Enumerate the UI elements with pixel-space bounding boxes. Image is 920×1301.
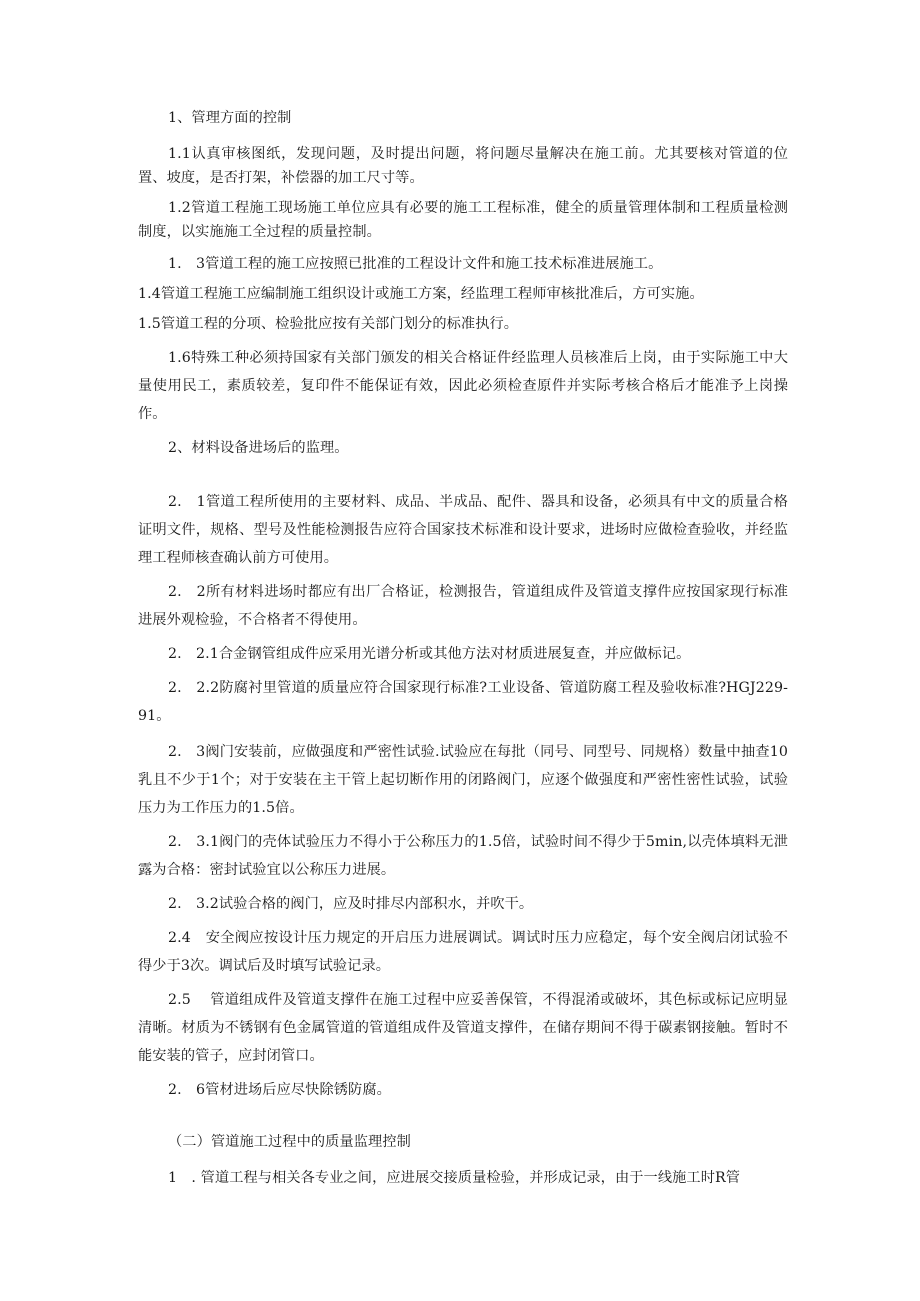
section-heading-management: 1、管理方面的控制 [168,110,292,126]
paragraph-2-3: 2. 3阀门安装前，应做强度和严密性试验.试验应在每批（同号、同型号、同规格）数量中抽查10乳且不少于1个；对于安装在主干管上起切断作用的闭路阀门，应逐个做强度和严密性密性试验，试验压力为工作压力的1.5倍。 [138,744,788,816]
paragraph-2-3-2: 2. 3.2试验合格的阀门，应及时排尽内部积水，并吹干。 [168,896,534,912]
section-heading-construction-control: （二）管道施工过程中的质量监理控制 [168,1134,411,1150]
paragraph-1-2: 1.2管道工程施工现场施工单位应具有必要的施工工程标准，健全的质量管理体制和工程质量检测制度，以实施施工全过程的质量控制。 [138,200,788,240]
paragraph-2-2: 2. 2所有材料进场时都应有出厂合格证，检测报告，管道组成件及管道支撑件应按国家现行标准进展外观检验，不合格者不得使用。 [138,584,788,628]
paragraph-1-5: 1.5管道工程的分项、检验批应按有关部门划分的标准执行。 [138,316,519,332]
paragraph-2-2-2: 2. 2.2防腐衬里管道的质量应符合国家现行标准?工业设备、管道防腐工程及验收标准?HGJ229-91。 [138,680,788,724]
paragraph-2-5: 2.5 管道组成件及管道支撑件在施工过程中应妥善保管，不得混淆或破坏，其色标或标记应明显清晰。材质为不锈钢有色金属管道的管道组成件及管道支撑件，在储存期间不得于碳素钢接触。暂时不能安装的管子，应封闭管口。 [138,992,788,1064]
paragraph-2-6: 2. 6管材进场后应尽快除锈防腐。 [168,1082,391,1098]
paragraph-2-2-1: 2. 2.1合金钢管组成件应采用光谱分析或其他方法对材质进展复查，并应做标记。 [168,646,691,662]
paragraph-2-3-1: 2. 3.1阀门的壳体试验压力不得小于公称压力的1.5倍，试验时间不得少于5min,以壳体填料无泄露为合格：密封试验宜以公称压力进展。 [138,834,788,878]
paragraph-2-1: 2. 1管道工程所使用的主要材料、成品、半成品、配件、器具和设备，必须具有中文的质量合格证明文件，规格、型号及性能检测报告应符合国家技术标准和设计要求，进场时应做检查验收，并经监理工程师核查确认前方可使用。 [138,494,788,566]
paragraph-1-3: 1. 3管道工程的施工应按照已批准的工程设计文件和施工技术标准进展施工。 [168,256,663,272]
section-heading-materials: 2、材料设备进场后的监理。 [168,440,349,456]
paragraph-1-4: 1.4管道工程施工应编制施工组织设计或施工方案，经监理工程师审核批准后，方可实施。 [138,286,704,302]
paragraph-1-1: 1.1认真审核图纸，发现问题，及时提出问题，将问题尽量解决在施工前。尤其要核对管道的位置、坡度，是否打架，补偿器的加工尺寸等。 [138,146,788,186]
paragraph-two-1: 1 . 管道工程与相关各专业之间，应进展交接质量检验，并形成记录，由于一线施工时R管 [168,1170,741,1186]
paragraph-2-4: 2.4 安全阀应按设计压力规定的开启压力进展调试。调试时压力应稳定，每个安全阀启闭试验不得少于3次。调试后及时填写试验记录。 [138,930,788,974]
document-body [138,106,788,1190]
paragraph-1-6: 1.6特殊工种必须持国家有关部门颁发的相关合格证件经监理人员核准后上岗，由于实际施工中大量使用民工，素质较差，复印件不能保证有效，因此必须检查原件并实际考核合格后才能准予上岗操作。 [138,350,788,422]
